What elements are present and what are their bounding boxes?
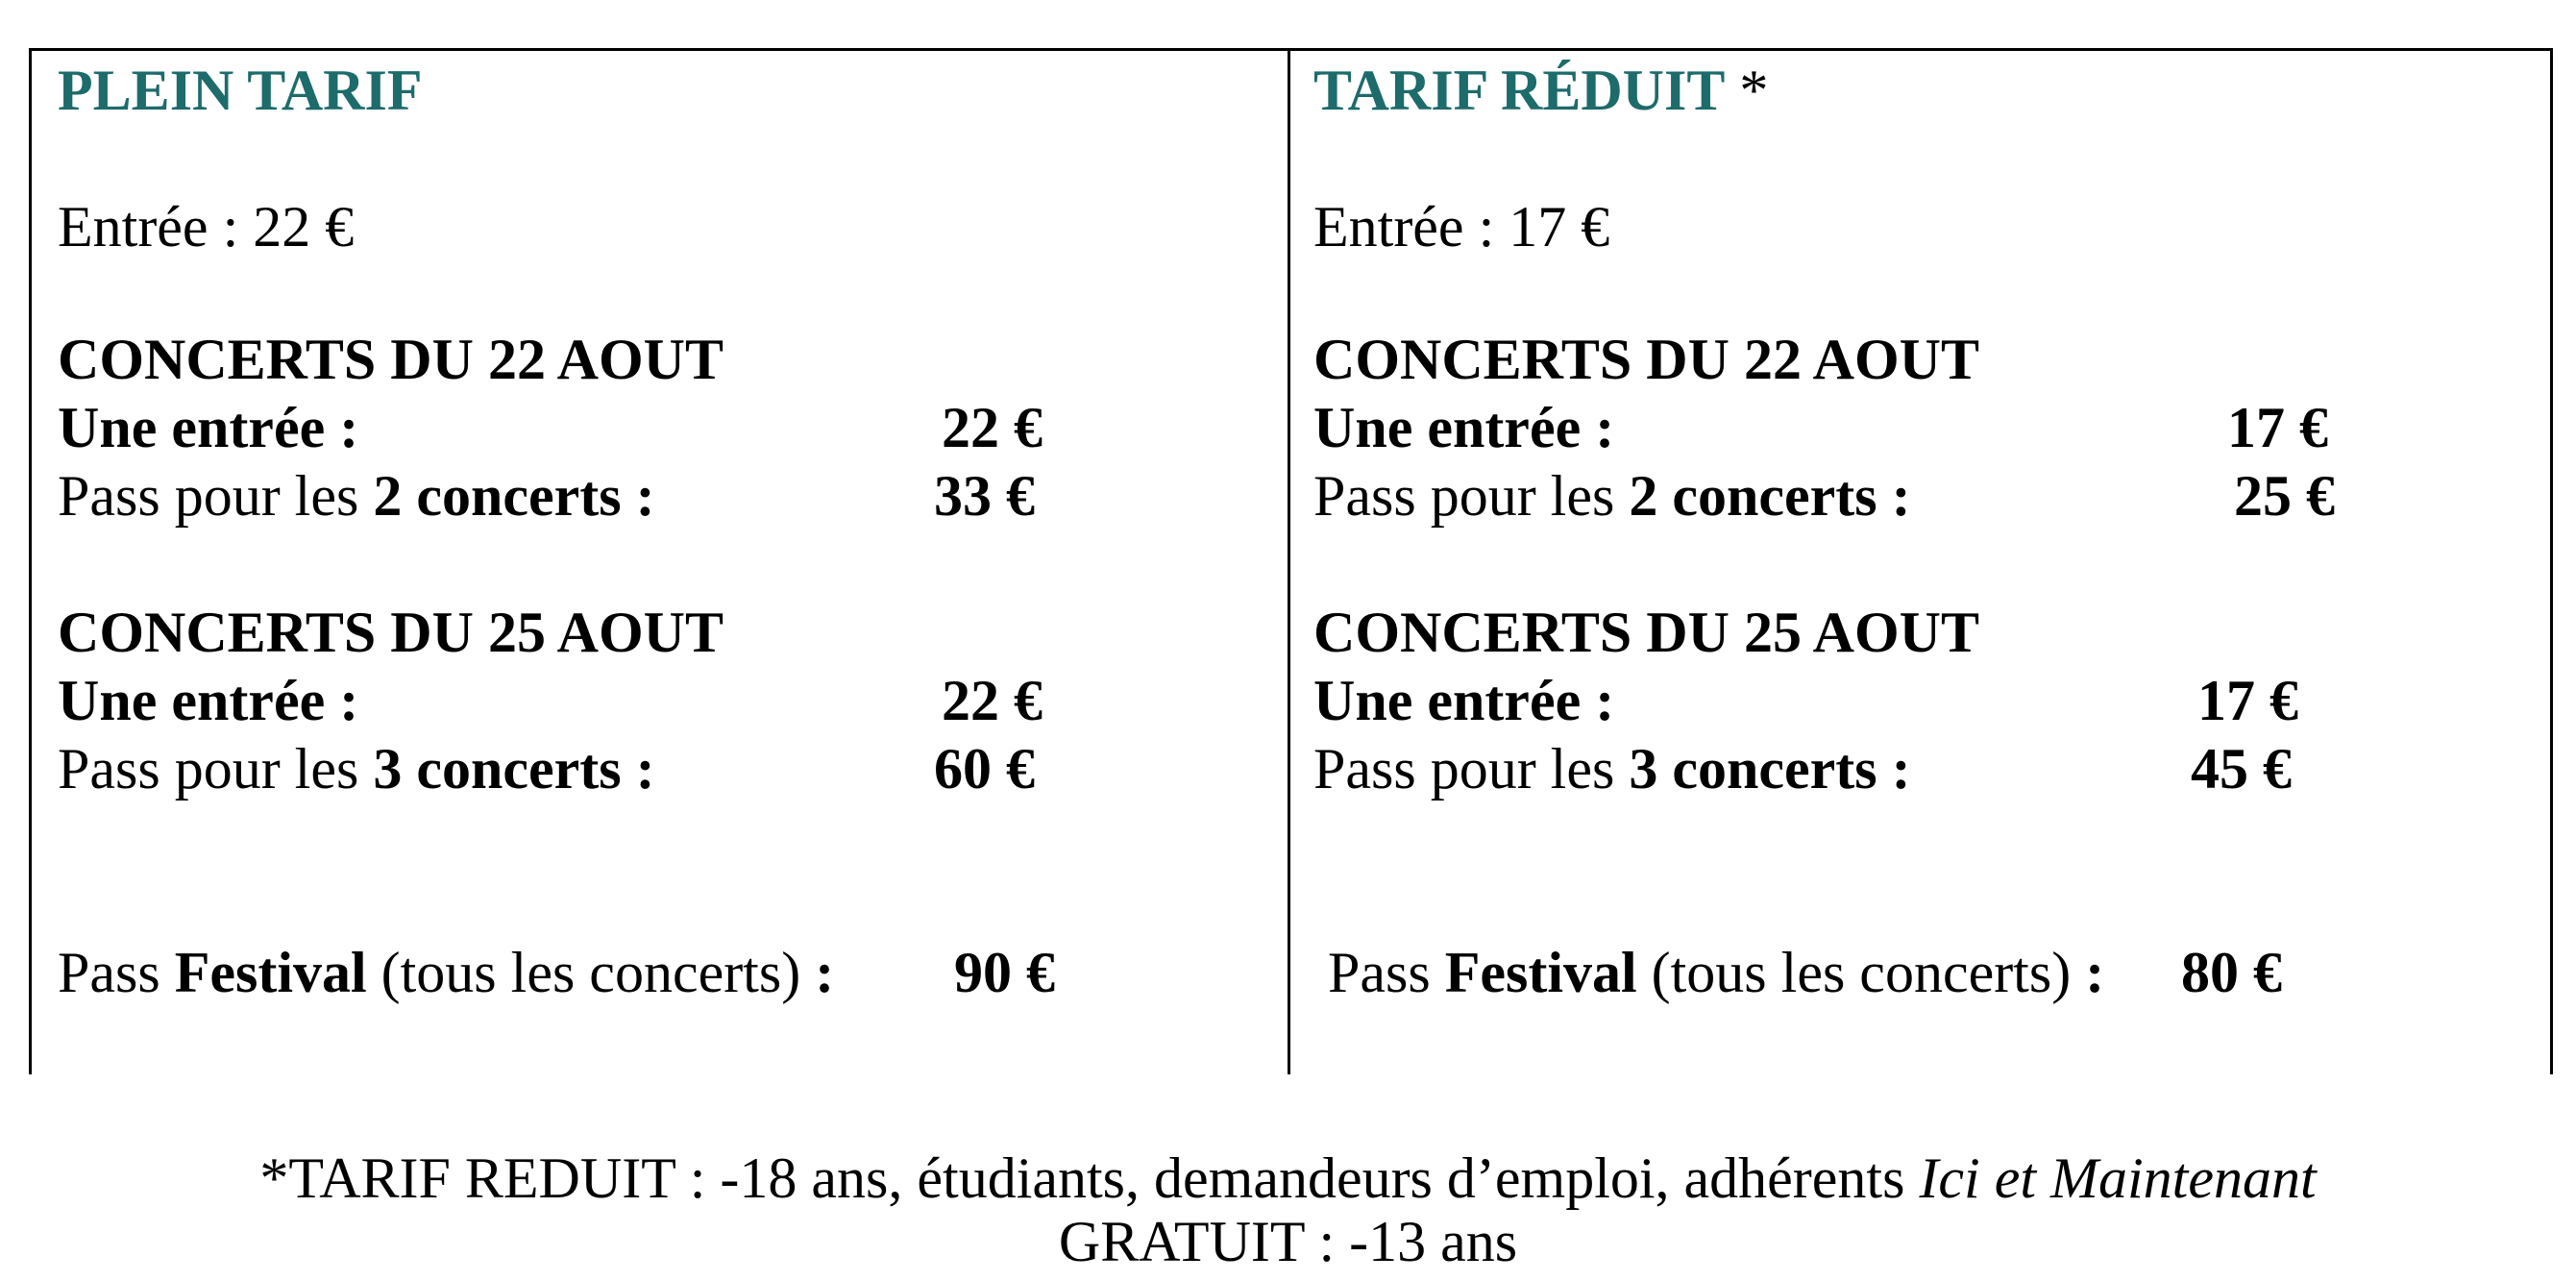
plein-22-aout-heading: CONCERTS DU 22 AOUT bbox=[58, 328, 724, 391]
plein-tarif-entree: Entrée : 22 € bbox=[58, 195, 355, 259]
reduit-festival-prefix: Pass bbox=[1328, 941, 1445, 1004]
reduit-22-aout-single-label: Une entrée : bbox=[1313, 396, 1615, 459]
footnote-tarif-reduit-text: *TARIF REDUIT : -18 ans, étudiants, demandeurs d’emploi, adhérents bbox=[259, 1146, 1920, 1210]
reduit-festival-label bbox=[1328, 941, 2105, 1004]
reduit-22-aout-single-price: 17 € bbox=[2227, 396, 2328, 459]
reduit-25-aout-pass-prefix: Pass pour les bbox=[1313, 737, 1630, 801]
footnote-gratuit: GRATUIT : -13 ans bbox=[1058, 1210, 1518, 1273]
reduit-25-aout-pass-label bbox=[1313, 737, 1911, 801]
tarif-reduit-title bbox=[1313, 59, 1769, 122]
plein-festival-label bbox=[58, 941, 835, 1004]
plein-festival-suffix: (tous les concerts) bbox=[366, 941, 816, 1004]
plein-25-aout-pass-bold: 3 concerts : bbox=[373, 737, 655, 801]
reduit-22-aout-pass-bold: 2 concerts : bbox=[1629, 464, 1911, 528]
reduit-25-aout-single-price: 17 € bbox=[2197, 669, 2298, 732]
plein-festival-colon: : bbox=[815, 941, 835, 1004]
table-top-border bbox=[29, 48, 2552, 51]
plein-25-aout-single-price: 22 € bbox=[942, 669, 1043, 732]
reduit-festival-price: 80 € bbox=[2181, 941, 2282, 1004]
tarif-reduit-title-star: * bbox=[1725, 59, 1769, 122]
reduit-22-aout-pass-price: 25 € bbox=[2234, 464, 2335, 528]
reduit-25-aout-pass-bold: 3 concerts : bbox=[1629, 737, 1911, 801]
table-right-border bbox=[2550, 48, 2553, 1074]
reduit-22-aout-heading: CONCERTS DU 22 AOUT bbox=[1313, 328, 1979, 391]
plein-tarif-title: PLEIN TARIF bbox=[58, 59, 423, 122]
plein-25-aout-pass-label bbox=[58, 737, 655, 801]
plein-22-aout-pass-price: 33 € bbox=[934, 464, 1035, 528]
plein-22-aout-single-label: Une entrée : bbox=[58, 396, 359, 459]
reduit-festival-bold: Festival bbox=[1444, 941, 1637, 1004]
reduit-25-aout-single-label: Une entrée : bbox=[1313, 669, 1615, 732]
plein-25-aout-pass-prefix: Pass pour les bbox=[58, 737, 374, 801]
table-left-border bbox=[29, 48, 32, 1074]
plein-22-aout-single-price: 22 € bbox=[942, 396, 1043, 459]
plein-festival-prefix: Pass bbox=[58, 941, 175, 1004]
plein-25-aout-single-label: Une entrée : bbox=[58, 669, 359, 732]
plein-festival-price: 90 € bbox=[954, 941, 1055, 1004]
plein-22-aout-pass-label bbox=[58, 464, 655, 528]
footnote-tarif-reduit bbox=[0, 1146, 2576, 1210]
reduit-25-aout-pass-price: 45 € bbox=[2191, 737, 2292, 801]
table-column-divider bbox=[1288, 48, 1290, 1074]
plein-22-aout-pass-prefix: Pass pour les bbox=[58, 464, 374, 528]
plein-25-aout-pass-price: 60 € bbox=[934, 737, 1035, 801]
reduit-22-aout-pass-label bbox=[1313, 464, 1911, 528]
plein-25-aout-heading: CONCERTS DU 25 AOUT bbox=[58, 601, 724, 664]
tarif-reduit-title-text: TARIF RÉDUIT bbox=[1313, 59, 1726, 122]
reduit-25-aout-heading: CONCERTS DU 25 AOUT bbox=[1313, 601, 1979, 664]
plein-festival-bold: Festival bbox=[174, 941, 367, 1004]
footnote-association-name: Ici et Maintenant bbox=[1919, 1146, 2317, 1210]
tarif-reduit-entree: Entrée : 17 € bbox=[1313, 195, 1610, 259]
plein-22-aout-pass-bold: 2 concerts : bbox=[373, 464, 655, 528]
reduit-festival-colon: : bbox=[2085, 941, 2105, 1004]
reduit-22-aout-pass-prefix: Pass pour les bbox=[1313, 464, 1630, 528]
reduit-festival-suffix: (tous les concerts) bbox=[1636, 941, 2086, 1004]
